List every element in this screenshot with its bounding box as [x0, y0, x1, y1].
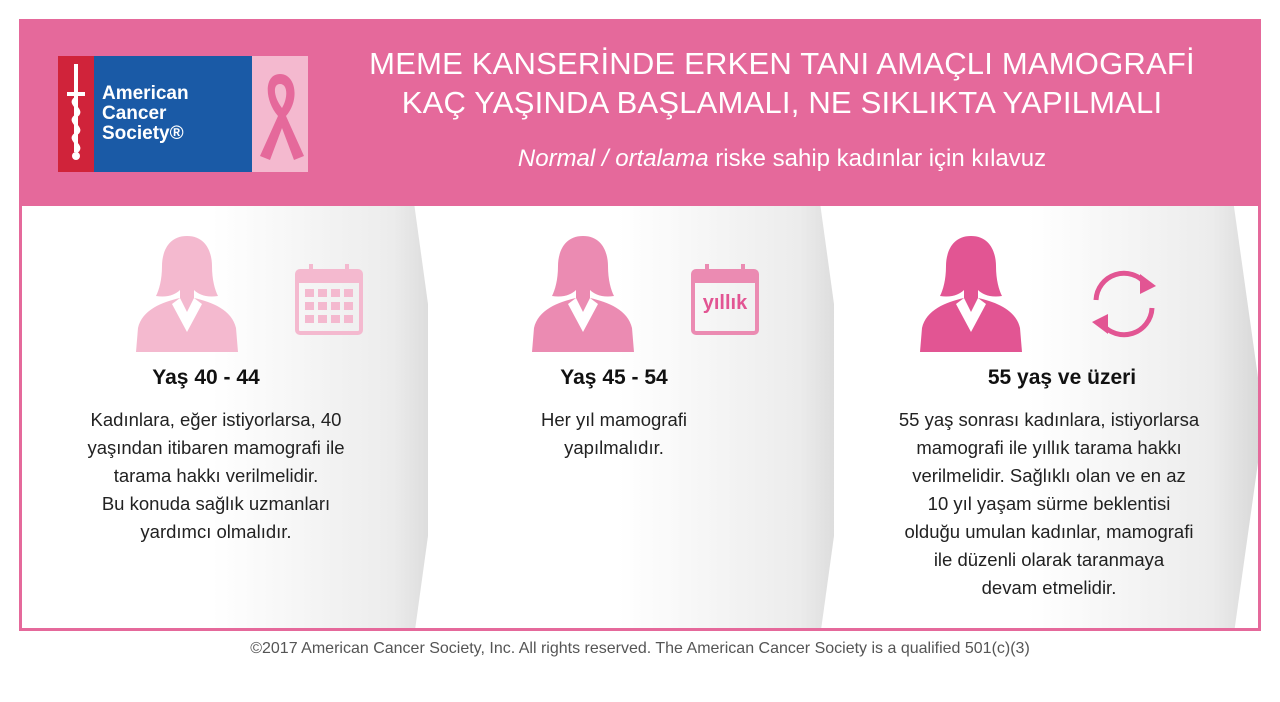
refresh-cycle-icon: [1082, 262, 1166, 346]
page-title: [322, 44, 1242, 122]
desc-line: yardımcı olmalıdır.: [140, 521, 292, 542]
desc-line: tarama hakkı verilmelidir.: [113, 465, 319, 486]
desc-line: olduğu umulan kadınlar, mamografi: [904, 521, 1194, 542]
panel-description: [19, 406, 416, 546]
woman-icon: [916, 232, 1026, 352]
desc-line: devam etmelidir.: [981, 577, 1117, 598]
panel-age-55-plus: [834, 206, 1234, 631]
desc-line: Kadınlara, eğer istiyorlarsa, 40: [90, 409, 342, 430]
calendar-grid-icon: [294, 262, 364, 336]
pink-ribbon-icon: [252, 56, 308, 172]
sword-icon: [58, 56, 94, 172]
header-banner: [22, 22, 1258, 206]
desc-line: 55 yaş sonrası kadınlara, istiyorlarsa: [898, 409, 1200, 430]
desc-line: mamografi ile yıllık tarama hakkı: [916, 437, 1182, 458]
desc-line: Bu konuda sağlık uzmanları: [101, 493, 331, 514]
age-label: Yaş 40 - 44: [152, 366, 260, 389]
logo-line-2: Cancer: [102, 103, 167, 124]
panel-description: [414, 406, 814, 462]
subtitle-italic: Normal / ortalama: [517, 145, 709, 172]
woman-icon: [528, 232, 638, 352]
calendar-label: yıllık: [702, 292, 748, 314]
desc-line: verilmelidir. Sağlıklı olan ve en az: [912, 465, 1186, 486]
title-line-2: KAÇ YAŞINDA BAŞLAMALI, NE SIKLIKTA YAPILMALI: [401, 85, 1163, 120]
panel-age-40-44: [22, 206, 422, 631]
copyright-footer: ©2017 American Cancer Society, Inc. All rights reserved. The American Cancer Society is a qualified 501(c)(3): [250, 640, 1030, 657]
desc-line: Her yıl mamografi: [541, 409, 687, 430]
logo-line-1: American: [102, 83, 189, 104]
panel-description: [854, 406, 1244, 602]
infographic-frame: [19, 19, 1261, 631]
title-line-1: MEME KANSERİNDE ERKEN TANI AMAÇLI MAMOGRAFİ: [369, 46, 1195, 81]
age-label: Yaş 45 - 54: [560, 366, 668, 389]
desc-line: yapılmalıdır.: [564, 437, 664, 458]
calendar-yearly-icon: [690, 262, 760, 336]
desc-line: ile düzenli olarak taranmaya: [933, 549, 1165, 570]
woman-icon: [132, 232, 242, 352]
page-subtitle: [322, 144, 1242, 174]
acs-logo: [58, 56, 308, 172]
panel-age-45-54: [428, 206, 828, 631]
desc-line: 10 yıl yaşam sürme beklentisi: [927, 493, 1171, 514]
guideline-panels: [22, 206, 1258, 631]
desc-line: yaşından itibaren mamografi ile: [87, 437, 345, 458]
logo-line-3: Society®: [102, 123, 184, 144]
subtitle-rest: riske sahip kadınlar için kılavuz: [708, 145, 1047, 172]
logo-text: [102, 84, 252, 144]
age-label: 55 yaş ve üzeri: [987, 366, 1137, 389]
